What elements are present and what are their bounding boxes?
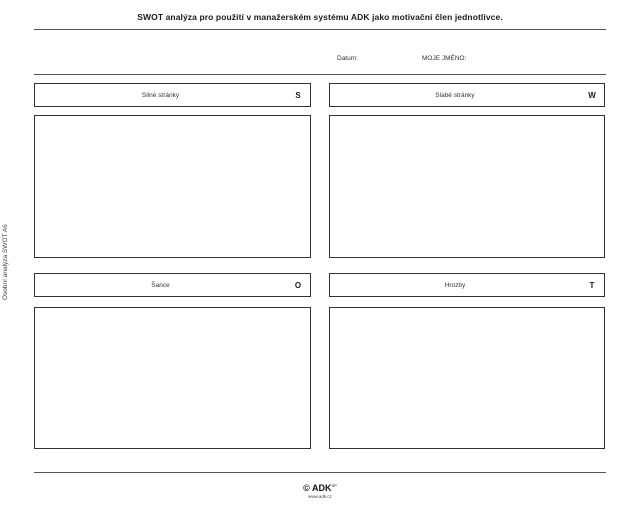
- brand-superscript: SP: [331, 483, 337, 488]
- opportunities-label: Šance: [151, 281, 170, 289]
- brand-name: ADK: [311, 483, 332, 493]
- brand-logo: [0, 483, 640, 493]
- weaknesses-label: Slabé stránky: [435, 91, 475, 99]
- threats-letter: T: [589, 280, 595, 290]
- opportunities-header: [34, 273, 311, 297]
- name-label: MOJE JMÉNO:: [422, 55, 467, 62]
- weaknesses-box[interactable]: [329, 115, 605, 258]
- date-label: Datum:: [337, 55, 358, 62]
- copyright-icon: ©: [303, 483, 310, 493]
- threats-header: [329, 273, 605, 297]
- threats-box[interactable]: [329, 307, 605, 449]
- top-divider: [34, 29, 606, 30]
- strengths-box[interactable]: [34, 115, 311, 258]
- threats-label: Hrozby: [444, 281, 466, 289]
- footer-divider: [34, 472, 606, 473]
- strengths-header: [34, 83, 311, 107]
- page-title: SWOT analýza pro použití v manažerském systému ADK jako motivační člen jednotlivce.: [137, 12, 503, 22]
- header-divider: [34, 74, 606, 75]
- brand-url: www.adk.cz: [308, 494, 332, 499]
- strengths-letter: S: [295, 90, 301, 100]
- side-label: Osobní analýza SWOT A6: [2, 224, 9, 300]
- weaknesses-letter: W: [588, 90, 596, 100]
- opportunities-letter: O: [294, 280, 302, 290]
- opportunities-box[interactable]: [34, 307, 311, 449]
- weaknesses-header: [329, 83, 605, 107]
- strengths-label: Silné stránky: [141, 91, 180, 99]
